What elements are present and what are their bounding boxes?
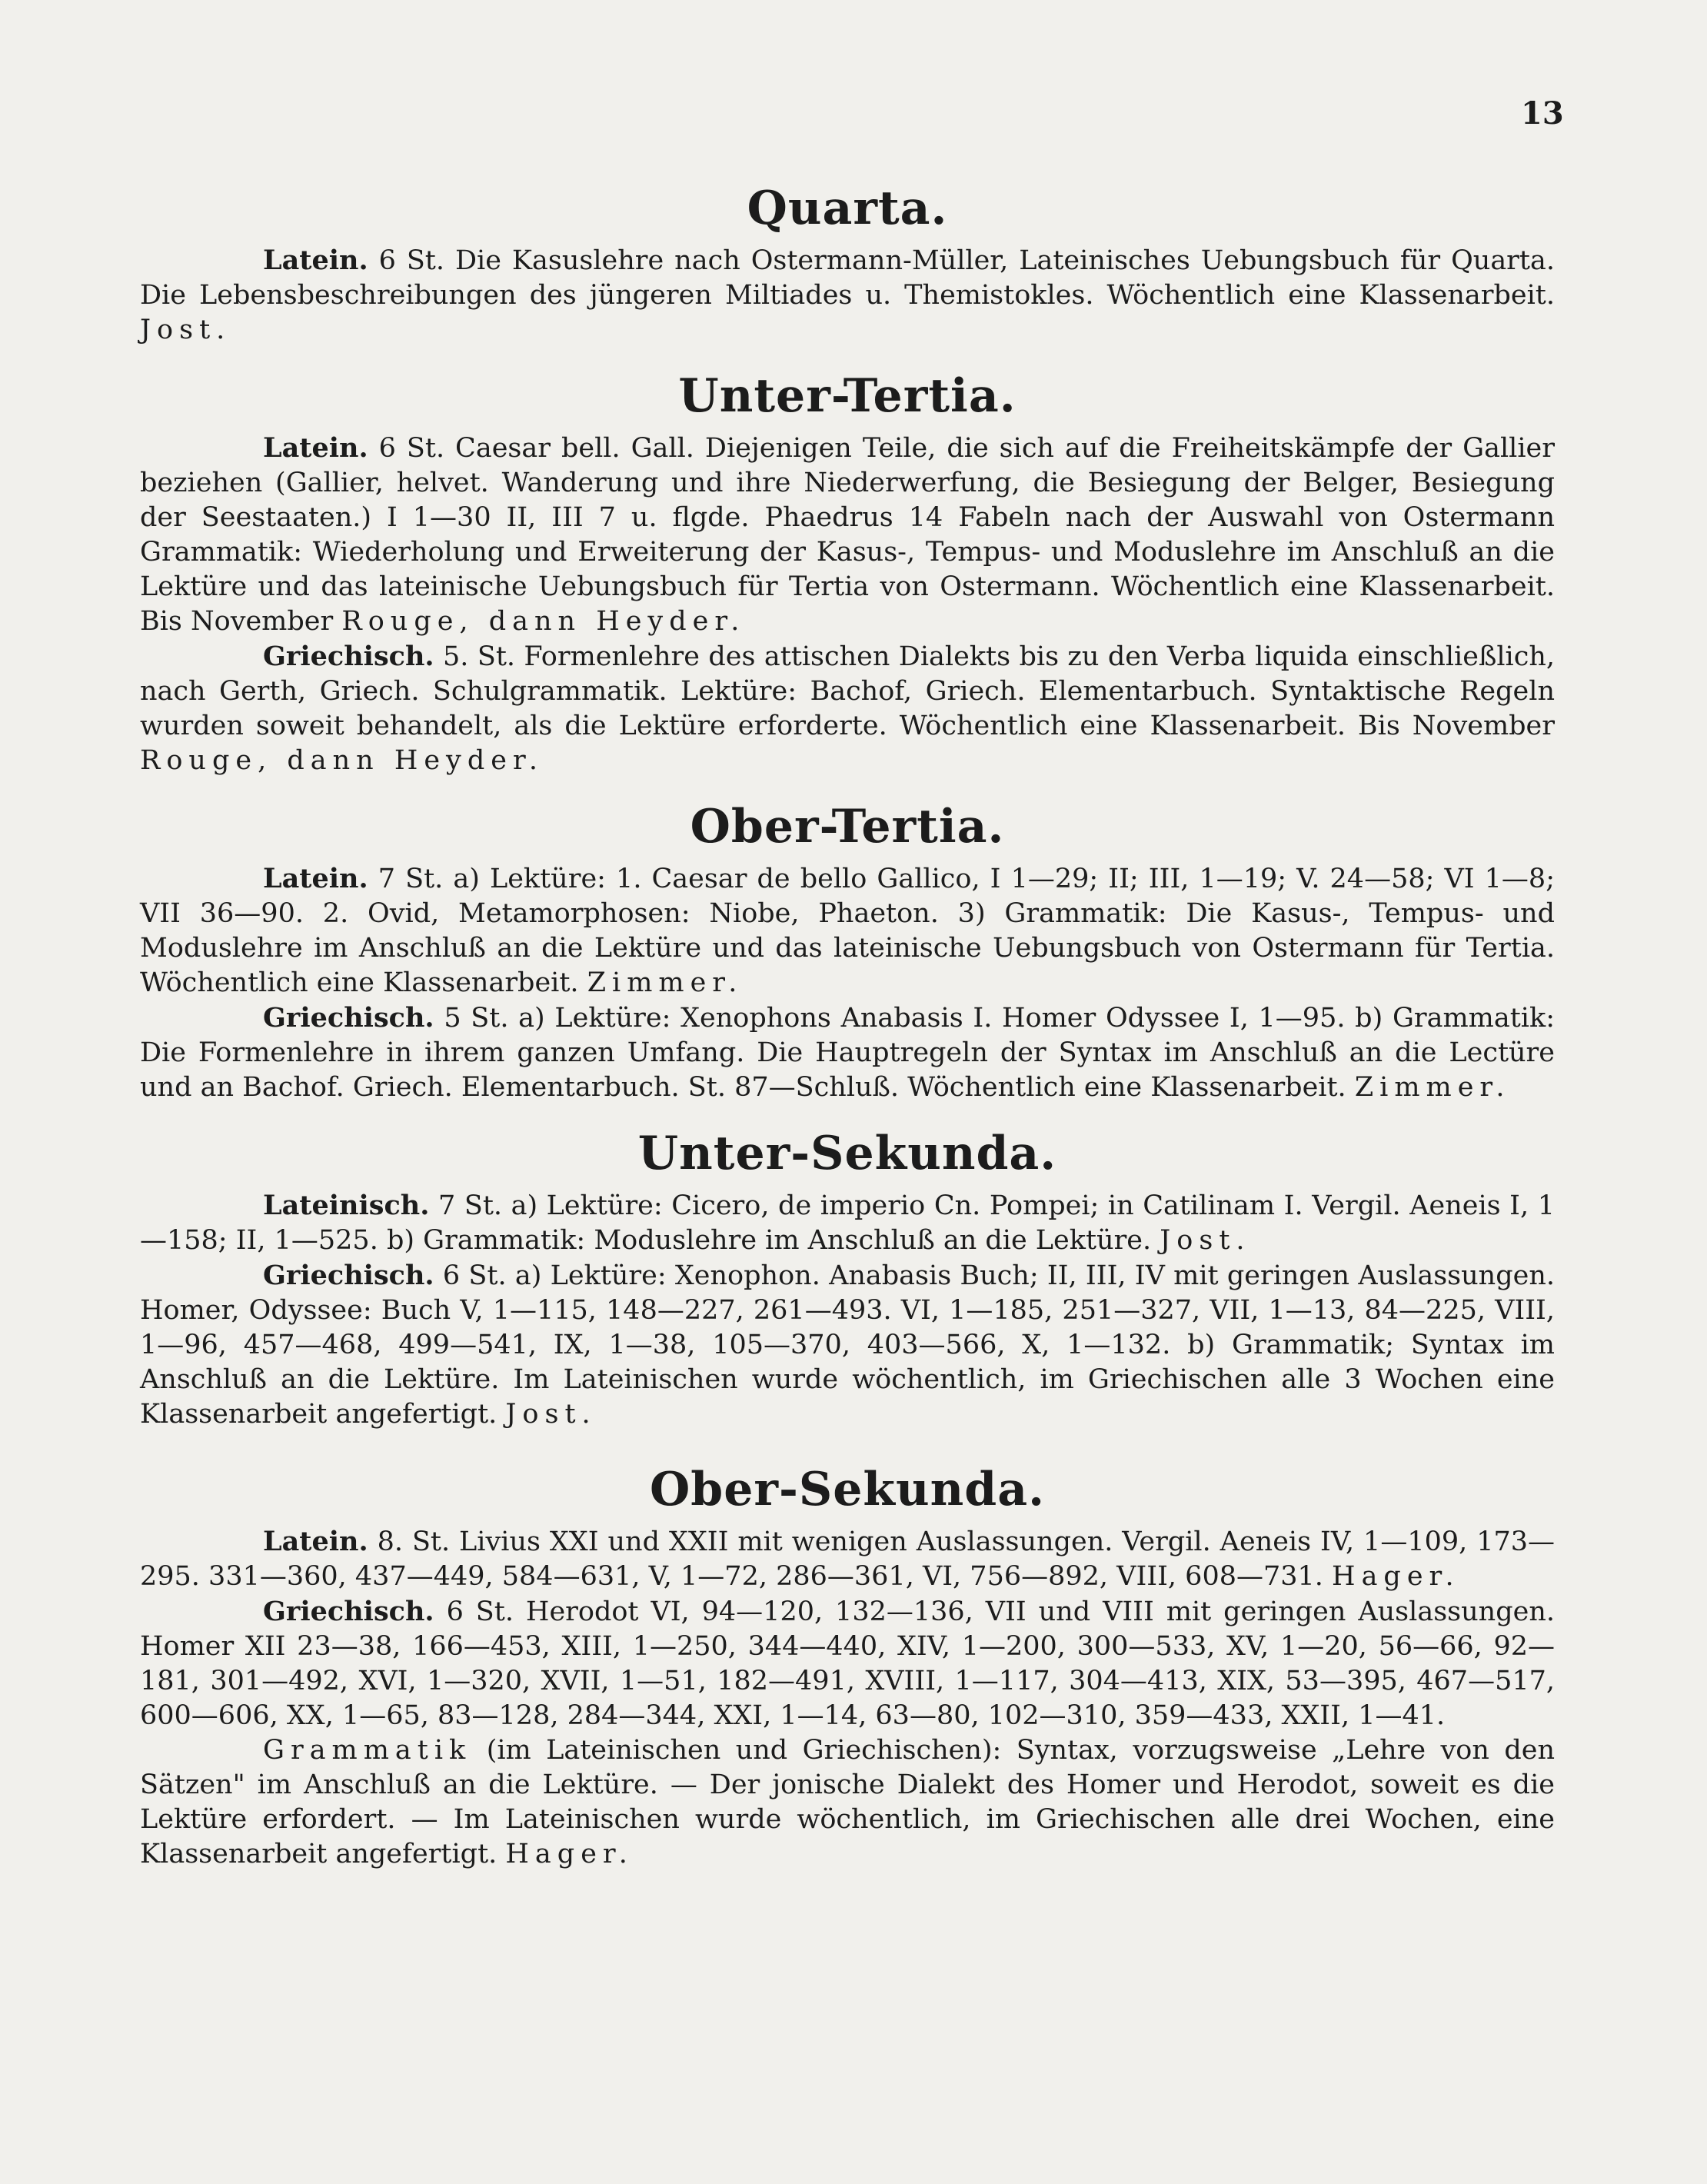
paragraph: [140, 431, 1555, 639]
subject-label: Grammatik: [263, 1735, 472, 1766]
paragraph-text: 6 St. Herodot VI, 94—120, 132—136, VII und VIII mit geringen Auslassungen. Homer XII 23—38, 166—453, XIII, 1—250, 344—440, XIV, 1—200, 300—533, XV, 1—20, 56—66, 92—181, 301—492, XVI, 1—320, XVII, 1—51, 182—491, XVIII, 1—117, 304—413, XIX, 53—395, 467—517, 600—606, XX, 1—65, 83—128, 284—344, XXI, 1—14, 63—80, 102—310, 359—433, XXII, 1—41.: [140, 1596, 1555, 1731]
teacher-name: Zimmer.: [1354, 1072, 1511, 1103]
section-title-unter-tertia: Unter-Tertia.: [678, 369, 1017, 423]
subject-label: Latein.: [263, 863, 368, 894]
subject-label: Griechisch.: [263, 1260, 434, 1291]
paragraph: [140, 639, 1555, 778]
teacher-name: Jost.: [1160, 1225, 1251, 1256]
teacher-name: Rouge, dann Heyder.: [140, 745, 544, 776]
page-number: 13: [1521, 95, 1564, 132]
paragraph-text: 7 St. a) Lektüre: 1. Caesar de bello Gallico, I 1—29; II; III, 1—19; V. 24—58; VI 1—8; VII 36—90. 2. Ovid, Metamorphosen: Niobe, Phaeton. 3) Grammatik: Die Kasus-, Tempus- und Moduslehre im Anschluß an die Lektüre und das lateinische Uebungsbuch von Ostermann für Tertia. Wöchentlich eine Klassenarbeit.: [140, 864, 1555, 998]
paragraph: [140, 861, 1555, 1000]
teacher-name: Jost.: [140, 315, 231, 345]
paragraph-text: 5 St. a) Lektüre: Xenophons Anabasis I. Homer Odyssee I, 1—95. b) Grammatik: Die Formenlehre in ihrem ganzen Umfang. Die Hauptregeln der Syntax im Anschluß an die Lectüre und an Bachof. Griech. Elementarbuch. St. 87—Schluß. Wöchentlich eine Klassenarbeit.: [140, 1003, 1555, 1103]
paragraph: [140, 1594, 1555, 1733]
content-column: [140, 174, 1555, 1872]
subject-label: Latein.: [263, 1526, 368, 1557]
subject-label: Griechisch.: [263, 641, 434, 672]
subject-label: Lateinisch.: [263, 1190, 430, 1221]
subject-label: Griechisch.: [263, 1596, 434, 1627]
teacher-name: Hager.: [1332, 1561, 1460, 1592]
paragraph: [140, 1524, 1555, 1594]
subject-label: Latein.: [263, 245, 368, 276]
section-title-ober-sekunda: Ober-Sekunda.: [650, 1463, 1045, 1516]
subject-label: Latein.: [263, 432, 368, 464]
teacher-name: Jost.: [505, 1399, 597, 1430]
section-title-ober-tertia: Ober-Tertia.: [690, 800, 1005, 854]
paragraph-text: 6 St. Die Kasuslehre nach Ostermann-Müller, Lateinisches Uebungsbuch für Quarta. Die Lebensbeschreibungen des jüngeren Miltiades u. Themistokles. Wöchentlich eine Klassenarbeit.: [140, 245, 1555, 311]
paragraph-text: 6 St. a) Lektüre: Xenophon. Anabasis Buch; II, III, IV mit geringen Auslassungen. Homer, Odyssee: Buch V, 1—115, 148—227, 261—493. VI, 1—185, 251—327, VII, 1—13, 84—225, VIII, 1—96, 457—468, 499—541, IX, 1—38, 105—370, 403—566, X, 1—132. b) Grammatik; Syntax im Anschluß an die Lektüre. Im Lateinischen wurde wöchentlich, im Griechischen alle 3 Wochen eine Klassenarbeit angefertigt.: [140, 1260, 1555, 1430]
subject-label: Griechisch.: [263, 1002, 434, 1034]
teacher-name: Hager.: [505, 1839, 634, 1869]
paragraph-text: 7 St. a) Lektüre: Cicero, de imperio Cn. Pompei; in Catilinam I. Vergil. Aeneis I, 1—158; II, 1—525. b) Grammatik: Moduslehre im Anschluß an die Lektüre.: [140, 1190, 1555, 1256]
teacher-name: Rouge, dann Heyder.: [341, 606, 746, 637]
paragraph-text: (im Lateinischen und Griechischen): Syntax, vorzugsweise „Lehre von den Sätzen" im Anschluß an die Lektüre. — Der jonische Dialekt des Homer und Herodot, soweit es die Lektüre erfordert. — Im Lateinischen wurde wöchentlich, im Griechischen alle drei Wochen, eine Klassenarbeit angefertigt.: [140, 1735, 1555, 1869]
paragraph-text: 6 St. Caesar bell. Gall. Diejenigen Teile, die sich auf die Freiheitskämpfe der Gallier beziehen (Gallier, helvet. Wanderung und ihre Niederwerfung, die Besiegung der Belger, Besiegung der Seestaaten.) I 1—30 II, III 7 u. flgde. Phaedrus 14 Fabeln nach der Auswahl von Ostermann Grammatik: Wiederholung und Erweiterung der Kasus-, Tempus- und Moduslehre im Anschluß an die Lektüre und das lateinische Uebungsbuch für Tertia von Ostermann. Wöchentlich eine Klassenarbeit. Bis November: [140, 433, 1555, 637]
teacher-name: Zimmer.: [587, 967, 744, 998]
paragraph: [140, 1188, 1555, 1258]
section-title-unter-sekunda: Unter-Sekunda.: [637, 1127, 1057, 1180]
section-title-quarta: Quarta.: [747, 181, 948, 235]
paragraph: [140, 243, 1555, 348]
paragraph: [140, 1258, 1555, 1432]
paragraph-text: 5. St. Formenlehre des attischen Dialekts bis zu den Verba liquida einschließlich, nach Gerth, Griech. Schulgrammatik. Lektüre: Bachof, Griech. Elementarbuch. Syntaktische Regeln wurden soweit behandelt, als die Lektüre erforderte. Wöchentlich eine Klassenarbeit. Bis November: [140, 641, 1555, 741]
paragraph-text: 8. St. Livius XXI und XXII mit wenigen Auslassungen. Vergil. Aeneis IV, 1—109, 173—295. 331—360, 437—449, 584—631, V, 1—72, 286—361, VI, 756—892, VIII, 608—731.: [140, 1526, 1555, 1592]
paragraph: [140, 1733, 1555, 1872]
paragraph: [140, 1000, 1555, 1105]
